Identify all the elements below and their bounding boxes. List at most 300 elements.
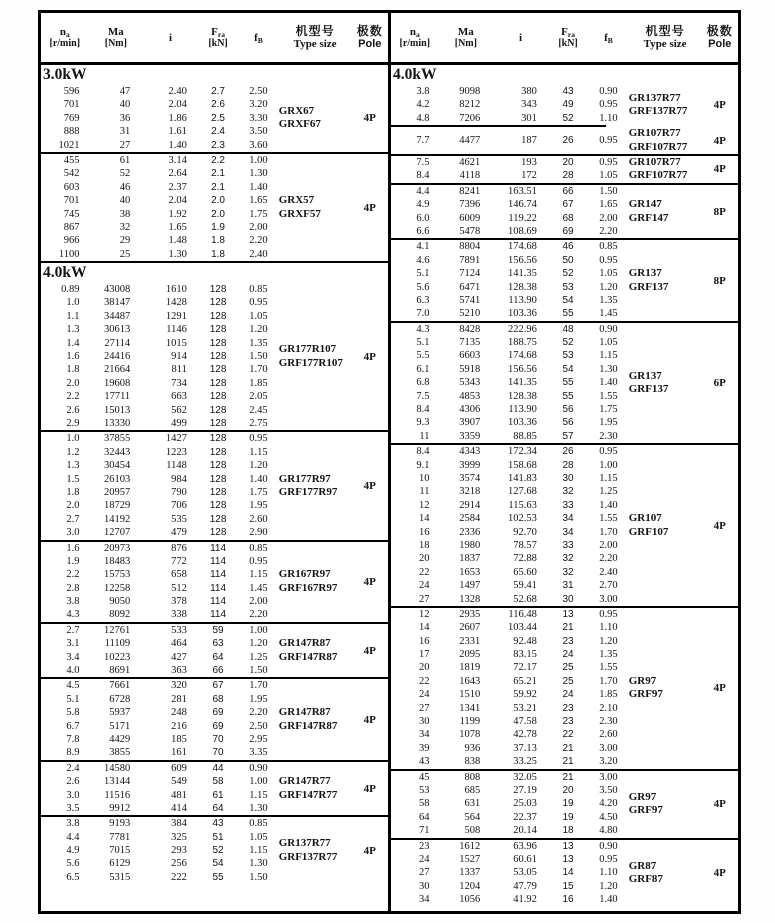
cell-radial-force: 20 [562,784,574,796]
header-pole-cn: 极数 [706,23,733,38]
cell-torque: 8691 [109,665,131,677]
section-title: 4.0kW [43,264,87,282]
type-size-line: GR167R97 [278,568,331,581]
type-size-label [279,194,352,221]
cell-torque: 21664 [103,364,131,376]
cell-service-factor: 1.00 [249,776,268,788]
type-size-line: GRF107R77 [628,169,688,182]
cell-radial-force: 32 [562,486,574,498]
cell-radial-force: 21 [562,771,574,783]
pole-label: 4P [363,782,376,795]
cell-torque: 2331 [459,635,481,647]
cell-radial-force: 54 [562,294,574,306]
cell-service-factor: 2.75 [249,417,268,429]
cell-torque: 3574 [459,473,481,484]
cell-service-factor: 1.10 [599,867,618,879]
cell-speed: 8.4 [416,404,430,416]
table-row [41,513,279,526]
group-rows [41,154,279,261]
table-row [391,336,629,349]
cell-radial-force: 70 [212,733,224,745]
cell-ratio: 1428 [165,297,187,309]
cell-torque: 5171 [109,720,131,732]
cell-speed: 701 [63,195,80,207]
cell-torque: 5315 [109,871,131,883]
cell-radial-force: 16 [562,894,574,906]
cell-speed: 3.0 [66,527,80,539]
cell-service-factor: 1.35 [599,294,618,306]
cell-service-factor: 1.10 [599,112,618,124]
cell-ratio: 115.63 [508,499,537,511]
type-size-label [279,105,352,132]
pole-label: 4P [363,644,376,657]
group-rows [391,323,629,444]
cell-service-factor: 1.70 [249,364,268,376]
cell-torque: 5478 [459,225,481,237]
cell-speed: 8.4 [416,446,430,458]
cell-service-factor: 1.20 [249,324,268,336]
cell-speed: 2.6 [66,776,80,788]
cell-service-factor: 3.50 [249,126,268,138]
cell-radial-force: 13 [562,840,574,852]
cell-ratio: 174.68 [507,241,537,253]
cell-ratio: 512 [171,582,187,594]
cell-radial-force: 128 [209,513,227,525]
header-type-size-cn: 机型号 [645,23,685,38]
table-row [391,294,629,307]
table-row [391,688,629,701]
type-group [41,542,388,622]
cell-speed: 1100 [58,248,80,260]
cell-ratio: 37.13 [513,742,537,754]
cell-service-factor: 2.50 [249,720,268,732]
cell-ratio: 2.37 [168,181,187,193]
cell-service-factor: 2.90 [249,527,268,539]
cell-speed: 7.5 [416,390,430,402]
type-group [41,817,388,884]
cell-torque: 7135 [459,337,481,349]
cell-radial-force: 2.1 [211,181,225,193]
cell-speed: 14 [419,622,430,634]
table-row [391,98,629,111]
cell-service-factor: 3.30 [249,112,268,124]
cell-ratio: 1146 [166,324,187,336]
cell-speed: 5.1 [416,337,430,349]
cell-radial-force: 128 [209,377,227,389]
cell-torque: 27114 [104,337,131,349]
cell-service-factor: 1.75 [249,486,268,498]
type-size-line: GRF147R87 [278,719,338,732]
cell-speed: 3.8 [66,818,80,830]
header-speed-label: $n_a$ [59,25,70,39]
header-torque-unit: [Nm] [104,37,127,49]
table-row [41,208,279,221]
cell-speed: 6.0 [416,212,430,224]
table-row [41,363,279,376]
type-size-label [629,860,702,887]
cell-radial-force: 66 [212,665,224,677]
cell-ratio: 1291 [165,310,187,322]
cell-speed: 4.0 [66,665,80,677]
cell-service-factor: 1.20 [599,281,618,293]
cell-ratio: 363 [171,665,187,677]
header-service-factor [238,13,278,62]
cell-radial-force: 34 [562,526,574,538]
cell-ratio: 20.14 [513,825,537,837]
cell-torque: 32 [119,221,131,233]
cell-radial-force: 1.8 [211,235,225,247]
cell-ratio: 187 [521,134,537,146]
cell-speed: 4.9 [66,845,80,857]
table-row [391,880,629,893]
cell-torque: 3999 [459,459,481,471]
cell-speed: 5.6 [416,281,430,293]
cell-ratio: 499 [171,417,187,429]
table-row [41,844,279,857]
type-size-line: GR177R97 [278,472,331,485]
cell-torque: 30454 [103,460,131,472]
group-rows [41,817,279,884]
type-size-label [279,775,352,802]
header-torque [89,13,144,62]
type-size-line: GRF167R97 [278,581,338,594]
header-pole-en: Pole [358,37,382,50]
pole-label: 4P [363,112,376,125]
cell-speed: 39 [419,742,430,754]
cell-speed: 2.7 [66,624,80,636]
header-radial-force-label: $F_{ra}$ [561,25,575,39]
cell-ratio: 549 [171,776,187,788]
cell-speed: 17 [419,649,430,661]
cell-speed: 7.7 [416,134,430,146]
pole-label: 6P [713,376,726,389]
header-ratio [493,13,548,62]
cell-speed: 6.1 [416,363,430,375]
table-row [41,637,279,650]
type-size-line: GR137R77 [628,91,681,104]
table-row [391,430,629,443]
cell-ratio: 158.68 [507,459,537,471]
cell-radial-force: 64 [212,651,224,663]
type-size-line: GRF137R77 [628,105,688,118]
cell-speed: 23 [419,840,430,852]
cell-radial-force: 70 [212,747,224,759]
table-row [391,566,629,579]
header-radial-force-label: $F_{ra}$ [211,25,225,39]
cell-radial-force: 23 [562,716,574,728]
cell-speed: 542 [63,168,80,180]
table-row [41,720,279,733]
cell-service-factor: 0.85 [599,241,618,253]
cell-ratio: 83.15 [513,649,537,661]
table-row [391,552,629,565]
type-size-line: GRF137R77 [278,850,338,863]
cell-service-factor: 2.00 [249,221,268,233]
cell-service-factor: 1.70 [599,526,618,538]
cell-torque: 7015 [109,845,131,857]
cell-speed: 1.2 [66,446,80,458]
cell-speed: 4.3 [416,323,430,335]
table-row [391,254,629,267]
header-service-factor [588,13,628,62]
cell-speed: 34 [419,894,430,906]
cell-ratio: 65.21 [513,675,537,687]
cell-ratio: 1.61 [168,126,187,138]
cell-radial-force: 128 [209,446,227,458]
cell-torque: 3359 [459,430,481,442]
type-size-line: GR147R87 [278,706,331,719]
cell-ratio: 78.57 [513,539,537,551]
cell-radial-force: 69 [212,720,224,732]
table-row [391,866,629,879]
gearmotor-spec-table [38,10,741,914]
table-row [391,349,629,362]
type-size-line: GR87 [628,859,657,872]
cell-service-factor: 2.20 [599,553,618,565]
cell-torque: 12258 [103,582,131,594]
cell-speed: 71 [419,825,430,837]
table-row [41,167,279,180]
cell-torque: 8241 [459,185,481,197]
cell-service-factor: 0.95 [599,853,618,865]
cell-speed: 45 [419,771,430,783]
cell-torque: 25 [119,248,131,260]
cell-service-factor: 2.20 [249,707,268,719]
cell-speed: 5.8 [66,707,80,719]
cell-ratio: 52.68 [513,593,537,605]
table-row [391,376,629,389]
table-row [41,432,279,445]
table-row [41,390,279,403]
cell-radial-force: 43 [562,86,574,97]
cell-ratio: 47.58 [513,716,537,728]
cell-service-factor: 2.30 [599,716,618,728]
cell-service-factor: 2.20 [249,609,268,621]
cell-torque: 1328 [459,593,481,605]
cell-ratio: 481 [171,789,187,801]
table-row [41,651,279,664]
cell-speed: 4.8 [416,112,430,124]
header-radial-force-unit: [kN] [558,37,578,49]
cell-service-factor: 1.20 [599,880,618,892]
cell-service-factor: 0.95 [249,555,268,567]
table-row [391,675,629,688]
cell-torque: 1337 [459,867,481,879]
cell-torque: 508 [464,825,481,837]
cell-radial-force: 51 [212,831,224,843]
header-type-size [279,13,352,62]
cell-ratio: 127.68 [507,486,537,498]
cell-speed: 2.2 [66,391,80,403]
cell-torque: 36 [119,112,131,124]
cell-service-factor: 1.85 [249,377,268,389]
cell-service-factor: 1.35 [599,649,618,661]
cell-speed: 64 [419,811,430,823]
cell-service-factor: 1.50 [249,871,268,883]
cell-radial-force: 128 [209,284,227,296]
cell-radial-force: 2.1 [211,168,225,180]
cell-service-factor: 1.00 [249,624,268,636]
cell-torque: 17711 [104,391,131,403]
cell-radial-force: 114 [210,596,227,608]
cell-radial-force: 128 [209,337,227,349]
cell-service-factor: 1.00 [599,459,618,471]
cell-torque: 8428 [459,323,481,335]
cell-torque: 4621 [459,157,481,168]
cell-torque: 7781 [109,831,131,843]
group-rows [391,240,629,320]
cell-service-factor: 2.00 [249,596,268,608]
cell-service-factor: 1.95 [249,500,268,512]
cell-ratio: 535 [171,513,187,525]
cell-speed: 4.5 [66,680,80,692]
cell-torque: 7124 [459,268,481,280]
cell-speed: 1.9 [66,555,80,567]
pole-label: 4P [713,163,726,176]
cell-speed: 7.8 [66,733,80,745]
cell-radial-force: 58 [212,776,224,788]
type-group [391,840,738,907]
cell-speed: 14 [419,513,430,525]
cell-ratio: 338 [171,609,187,621]
cell-radial-force: 2.2 [211,154,225,166]
type-size-line: GRF97 [628,804,663,817]
cell-radial-force: 2.6 [211,99,225,111]
numeric-headers [41,13,279,62]
type-size-label [279,343,352,370]
cell-service-factor: 1.20 [249,638,268,650]
table-row [391,840,629,853]
table-row [391,85,629,98]
cell-torque: 46 [119,181,131,193]
table-row [391,363,629,376]
cell-radial-force: 128 [209,324,227,336]
cell-ratio: 141.83 [507,473,537,484]
table-row [41,679,279,692]
type-size-label [629,370,702,397]
section-title: 3.0kW [43,66,87,83]
table-row [391,169,629,182]
table-row [391,853,629,866]
cell-torque: 40 [119,195,131,207]
cell-ratio: 222.96 [507,323,537,335]
table-row [41,125,279,138]
cell-radial-force: 2.4 [211,126,225,138]
cell-ratio: 108.69 [507,225,537,237]
cell-torque: 936 [464,742,481,754]
cell-speed: 6.7 [66,720,80,732]
cell-torque: 2607 [459,622,481,634]
table-row [391,771,629,784]
cell-speed: 43 [419,756,430,768]
pole-label: 4P [363,479,376,492]
cell-ratio: 533 [171,624,187,636]
cell-service-factor: 1.45 [249,582,268,594]
table-row [391,156,629,169]
cell-service-factor: 0.85 [249,542,268,554]
cell-speed: 53 [419,784,430,796]
cell-radial-force: 55 [562,308,574,320]
table-row [41,486,279,499]
cell-radial-force: 34 [562,513,574,525]
cell-radial-force: 52 [562,337,574,349]
cell-ratio: 60.61 [513,853,537,865]
cell-service-factor: 1.30 [249,168,268,180]
table-row [391,593,629,606]
cell-torque: 20957 [103,486,131,498]
cell-ratio: 59.41 [513,580,537,592]
cell-ratio: 2.04 [168,195,187,207]
cell-service-factor: 1.15 [249,446,268,458]
cell-speed: 7.0 [416,308,430,320]
cell-ratio: 811 [171,364,187,376]
type-group [391,185,738,239]
cell-radial-force: 2.0 [211,195,225,207]
cell-radial-force: 21 [562,622,574,634]
cell-ratio: 1.30 [168,248,187,260]
table-row [41,283,279,296]
cell-speed: 12 [419,608,430,620]
type-size-line: GRF147R77 [278,788,338,801]
table-row [41,568,279,581]
cell-service-factor: 3.35 [249,747,268,759]
cell-service-factor: 2.20 [249,235,268,247]
cell-ratio: 479 [171,527,187,539]
cell-torque: 1078 [459,729,481,741]
cell-speed: 3.5 [66,802,80,814]
cell-speed: 22 [419,566,430,578]
cell-ratio: 984 [171,473,187,485]
cell-speed: 596 [63,86,80,97]
cell-radial-force: 52 [562,112,574,124]
cell-service-factor: 2.05 [249,391,268,403]
cell-radial-force: 114 [210,542,227,554]
cell-speed: 0.89 [61,284,80,296]
cell-torque: 3907 [459,417,481,429]
table-row [391,198,629,211]
cell-ratio: 1148 [166,460,187,472]
cell-ratio: 128.38 [507,281,537,293]
cell-speed: 1.5 [66,473,80,485]
cell-torque: 14192 [103,513,131,525]
table-row [391,499,629,512]
type-size-line: GR137R77 [278,837,331,850]
table-row [41,248,279,261]
cell-torque: 3218 [459,486,481,498]
header-service-factor-label: $f_B$ [254,31,263,45]
pole-label: 4P [713,682,726,695]
table-row [41,555,279,568]
cell-ratio: 706 [171,500,187,512]
cell-radial-force: 23 [562,702,574,714]
cell-torque: 37855 [103,433,131,445]
cell-ratio: 88.85 [513,430,537,442]
cell-radial-force: 128 [209,310,227,322]
group-rows [391,156,629,183]
cell-speed: 4.9 [416,199,430,211]
cell-service-factor: 2.40 [249,248,268,260]
type-size-label [629,512,702,539]
type-size-line: GRF97 [628,688,663,701]
header-pole [352,13,388,62]
cell-ratio: 22.37 [513,811,537,823]
type-size-line: GR97 [628,790,657,803]
cell-service-factor: 0.95 [599,446,618,458]
cell-torque: 631 [464,798,481,810]
cell-radial-force: 114 [210,609,227,621]
type-group [41,154,388,261]
cell-radial-force: 1.8 [211,248,225,260]
